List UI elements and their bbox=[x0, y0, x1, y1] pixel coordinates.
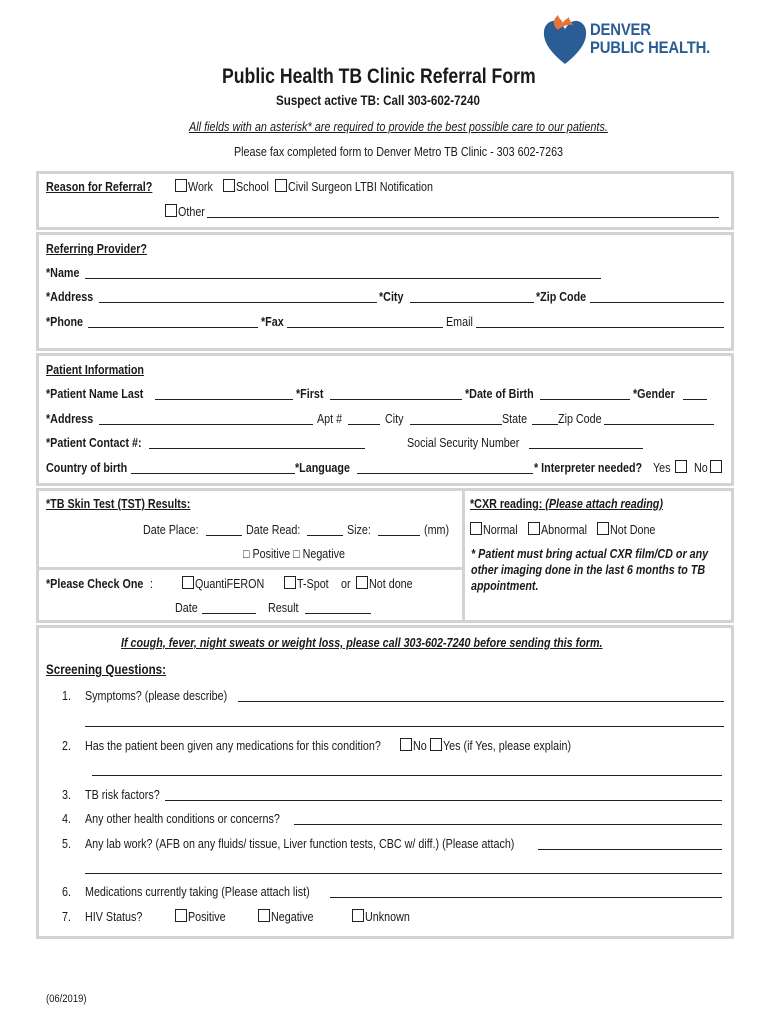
patient-heading: Patient Information bbox=[46, 363, 144, 377]
patient-first-name-label: *First bbox=[296, 387, 324, 401]
interpreter-no-checkbox[interactable] bbox=[710, 460, 722, 473]
tst-positive-negative-options[interactable]: □ Positive □ Negative bbox=[243, 547, 346, 561]
q1-number: 1. bbox=[62, 689, 71, 703]
q3-label: TB risk factors? bbox=[85, 788, 160, 802]
patient-contact-field[interactable] bbox=[149, 448, 365, 449]
tspot-label: T-Spot bbox=[297, 577, 329, 591]
patient-gender-label: *Gender bbox=[633, 387, 675, 401]
q5-field-line1[interactable] bbox=[538, 849, 722, 850]
patient-state-label: State bbox=[502, 412, 528, 426]
q2-no-checkbox[interactable] bbox=[400, 738, 412, 751]
hiv-unknown-checkbox[interactable] bbox=[352, 909, 364, 922]
q6-field[interactable] bbox=[330, 897, 722, 898]
provider-city-field[interactable] bbox=[410, 302, 534, 303]
provider-email-field[interactable] bbox=[476, 327, 724, 328]
or-label: or bbox=[341, 577, 351, 591]
patient-address-field[interactable] bbox=[99, 424, 313, 425]
patient-city-field[interactable] bbox=[410, 424, 502, 425]
q5-label: Any lab work? (AFB on any fluids/ tissue, Liver function tests, CBC w/ diff.) (Please attach) bbox=[85, 837, 515, 851]
provider-address-label: *Address bbox=[46, 290, 94, 304]
provider-zip-field[interactable] bbox=[590, 302, 724, 303]
igra-date-label: Date bbox=[175, 601, 198, 615]
patient-ssn-label: Social Security Number bbox=[407, 436, 520, 450]
provider-city-label: *City bbox=[379, 290, 404, 304]
provider-email-label: Email bbox=[446, 315, 473, 329]
patient-language-label: *Language bbox=[295, 461, 350, 475]
form-title: Public Health TB Clinic Referral Form bbox=[222, 65, 536, 88]
patient-gender-field[interactable] bbox=[683, 399, 707, 400]
q6-label: Medications currently taking (Please attach list) bbox=[85, 885, 310, 899]
provider-phone-field[interactable] bbox=[88, 327, 258, 328]
tst-date-read-field[interactable] bbox=[307, 535, 343, 536]
tst-date-placed-label: Date Place: bbox=[143, 523, 199, 537]
cxr-normal-checkbox[interactable] bbox=[470, 522, 482, 535]
q1-field-line1[interactable] bbox=[238, 701, 724, 702]
cxr-not-done-label: Not Done bbox=[610, 523, 656, 537]
patient-last-name-field[interactable] bbox=[155, 399, 293, 400]
cxr-not-done-checkbox[interactable] bbox=[597, 522, 609, 535]
other-checkbox[interactable] bbox=[165, 204, 177, 217]
cxr-heading-label: *CXR reading: bbox=[470, 497, 546, 511]
school-checkbox[interactable] bbox=[223, 179, 235, 192]
cxr-abnormal-checkbox[interactable] bbox=[528, 522, 540, 535]
patient-language-field[interactable] bbox=[357, 473, 533, 474]
q7-number: 7. bbox=[62, 910, 71, 924]
other-input-line[interactable] bbox=[207, 217, 719, 218]
patient-zip-label: Zip Code bbox=[558, 412, 602, 426]
patient-country-label: Country of birth bbox=[46, 461, 128, 475]
patient-dob-field[interactable] bbox=[540, 399, 630, 400]
q2-yes-label: Yes (if Yes, please explain) bbox=[443, 739, 572, 753]
patient-first-name-field[interactable] bbox=[330, 399, 462, 400]
q2-yes-checkbox[interactable] bbox=[430, 738, 442, 751]
provider-name-label: *Name bbox=[46, 266, 80, 280]
provider-zip-label: *Zip Code bbox=[536, 290, 587, 304]
logo-text-denver: DENVER bbox=[590, 21, 651, 39]
interpreter-yes-label: Yes bbox=[653, 461, 671, 475]
tspot-checkbox[interactable] bbox=[284, 576, 296, 589]
patient-ssn-field[interactable] bbox=[529, 448, 643, 449]
not-done-checkbox[interactable] bbox=[356, 576, 368, 589]
hiv-negative-label: Negative bbox=[271, 910, 314, 924]
quantiferon-checkbox[interactable] bbox=[182, 576, 194, 589]
school-label: School bbox=[236, 180, 269, 194]
symptom-warning: If cough, fever, night sweats or weight loss, please call 303-602-7240 before sending this form. bbox=[121, 636, 603, 650]
tst-size-field[interactable] bbox=[378, 535, 420, 536]
work-checkbox[interactable] bbox=[175, 179, 187, 192]
q2-explain-field[interactable] bbox=[92, 775, 722, 776]
patient-dob-label: *Date of Birth bbox=[465, 387, 534, 401]
other-label: Other bbox=[178, 205, 205, 219]
form-subtitle: Suspect active TB: Call 303-602-7240 bbox=[276, 93, 480, 108]
tst-size-label: Size: bbox=[347, 523, 371, 537]
provider-address-field[interactable] bbox=[99, 302, 377, 303]
patient-contact-label: *Patient Contact #: bbox=[46, 436, 142, 450]
cxr-heading-note: (Please attach reading) bbox=[545, 497, 663, 511]
cxr-instructions-line3: appointment. bbox=[471, 579, 539, 593]
q3-field[interactable] bbox=[165, 800, 722, 801]
revision-date: (06/2019) bbox=[46, 993, 87, 1005]
screening-heading: Screening Questions: bbox=[46, 662, 166, 677]
tst-date-read-label: Date Read: bbox=[246, 523, 301, 537]
q4-field[interactable] bbox=[294, 824, 722, 825]
hiv-positive-checkbox[interactable] bbox=[175, 909, 187, 922]
q5-number: 5. bbox=[62, 837, 71, 851]
logo-text-public-health: PUBLIC HEALTH. bbox=[590, 39, 711, 57]
q1-field-line2[interactable] bbox=[85, 726, 724, 727]
civil-surgeon-label: Civil Surgeon LTBI Notification bbox=[288, 180, 433, 194]
check-one-label: *Please Check One bbox=[46, 577, 144, 591]
patient-state-field[interactable] bbox=[532, 424, 558, 425]
hiv-positive-label: Positive bbox=[188, 910, 226, 924]
patient-city-label: City bbox=[385, 412, 404, 426]
interpreter-yes-checkbox[interactable] bbox=[675, 460, 687, 473]
q2-no-label: No bbox=[413, 739, 427, 753]
q2-number: 2. bbox=[62, 739, 71, 753]
q1-label: Symptoms? (please describe) bbox=[85, 689, 228, 703]
patient-zip-field[interactable] bbox=[604, 424, 714, 425]
reason-label: Reason for Referral? bbox=[46, 180, 153, 194]
interpreter-no-label: No bbox=[694, 461, 708, 475]
cxr-instructions-line2: other imaging done in the last 6 months to TB bbox=[471, 563, 706, 577]
provider-heading: Referring Provider? bbox=[46, 242, 147, 256]
q4-number: 4. bbox=[62, 812, 71, 826]
fax-instructions: Please fax completed form to Denver Metro TB Clinic - 303 602-7263 bbox=[234, 145, 564, 159]
patient-apt-label: Apt # bbox=[317, 412, 343, 426]
cxr-heading bbox=[470, 497, 663, 512]
hiv-unknown-label: Unknown bbox=[365, 910, 410, 924]
cxr-instructions-line1: * Patient must bring actual CXR film/CD or any bbox=[471, 547, 709, 561]
check-one-colon: : bbox=[150, 577, 153, 591]
provider-name-field[interactable] bbox=[85, 278, 601, 279]
interpreter-label: * Interpreter needed? bbox=[534, 461, 643, 475]
provider-phone-label: *Phone bbox=[46, 315, 84, 329]
cxr-abnormal-label: Abnormal bbox=[541, 523, 588, 537]
igra-result-field[interactable] bbox=[305, 613, 371, 614]
patient-apt-field[interactable] bbox=[348, 424, 380, 425]
required-fields-note: All fields with an asterisk* are required to provide the best possible care to our patients. bbox=[189, 120, 608, 134]
igra-date-field[interactable] bbox=[202, 613, 256, 614]
civil-surgeon-checkbox[interactable] bbox=[275, 179, 287, 192]
q5-field-line2[interactable] bbox=[85, 873, 722, 874]
q2-label: Has the patient been given any medications for this condition? bbox=[85, 739, 381, 753]
test-results-divider bbox=[462, 488, 465, 623]
q7-label: HIV Status? bbox=[85, 910, 143, 924]
igra-result-label: Result bbox=[268, 601, 299, 615]
hiv-negative-checkbox[interactable] bbox=[258, 909, 270, 922]
denver-public-health-logo bbox=[542, 14, 726, 66]
tst-date-placed-field[interactable] bbox=[206, 535, 242, 536]
work-label: Work bbox=[188, 180, 213, 194]
tst-igra-separator bbox=[39, 567, 462, 570]
patient-country-field[interactable] bbox=[131, 473, 295, 474]
provider-fax-field[interactable] bbox=[287, 327, 443, 328]
quantiferon-label: QuantiFERON bbox=[195, 577, 265, 591]
tst-mm-label: (mm) bbox=[424, 523, 450, 537]
q4-label: Any other health conditions or concerns? bbox=[85, 812, 280, 826]
provider-fax-label: *Fax bbox=[261, 315, 284, 329]
patient-address-label: *Address bbox=[46, 412, 94, 426]
cxr-normal-label: Normal bbox=[483, 523, 518, 537]
heart-flame-icon bbox=[542, 14, 588, 66]
q6-number: 6. bbox=[62, 885, 71, 899]
q3-number: 3. bbox=[62, 788, 71, 802]
not-done-label: Not done bbox=[369, 577, 413, 591]
tst-heading: *TB Skin Test (TST) Results: bbox=[46, 497, 191, 511]
patient-last-name-label: *Patient Name Last bbox=[46, 387, 144, 401]
